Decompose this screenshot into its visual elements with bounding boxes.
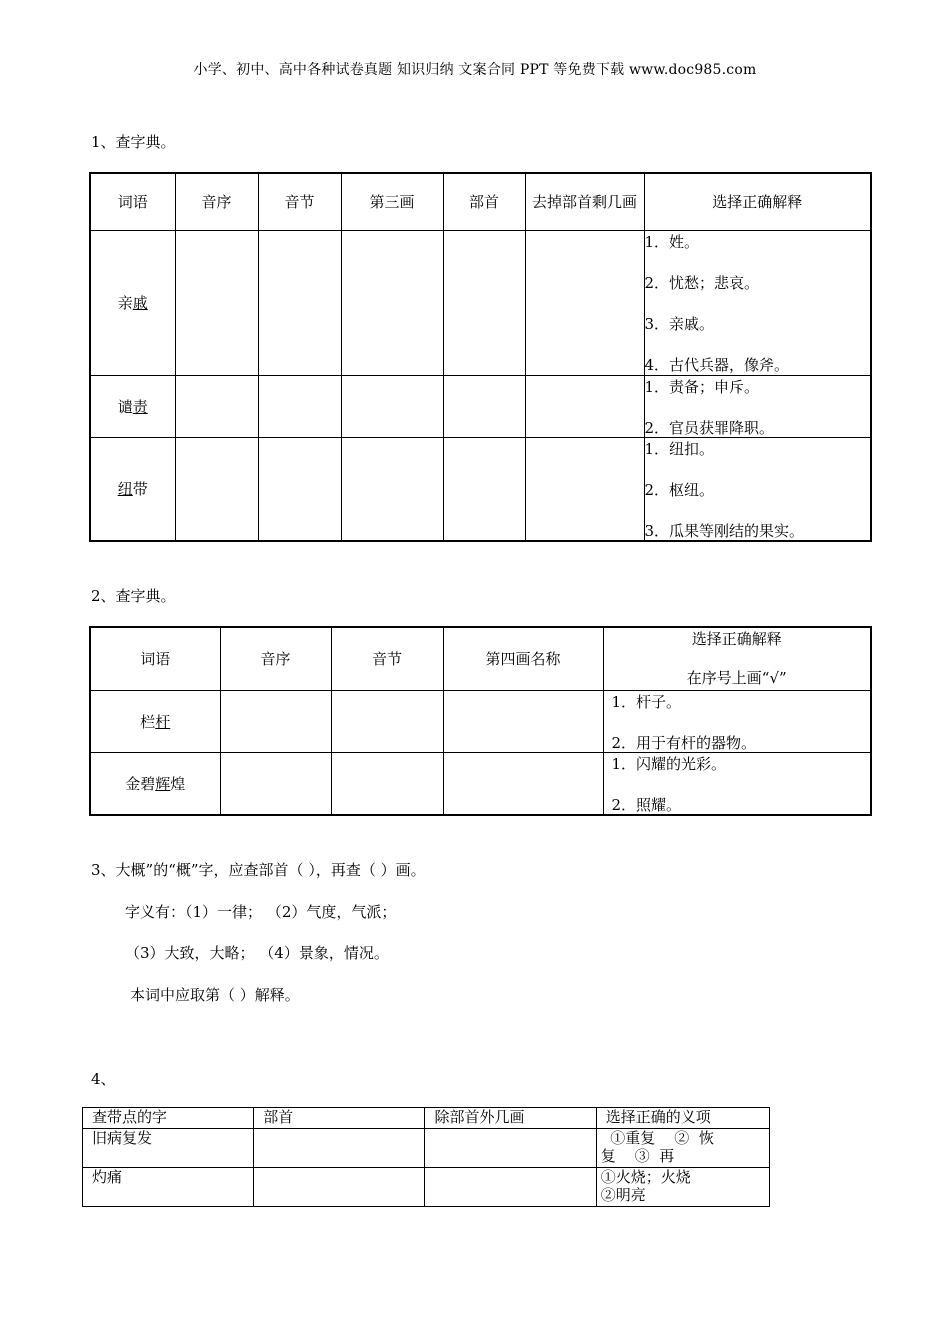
q1-header-cell: 选择正确解释 [644,173,871,230]
word-cell: 纽带 [90,437,175,541]
page-header: 小学、初中、高中各种试卷真题 知识归纳 文案合同 PPT 等免费下载 www.doc985.com [193,62,757,78]
answer-cell[interactable] [258,437,341,541]
definition-option[interactable]: 1．闪耀的光彩。 [611,754,727,773]
q3-line4: 本词中应取第（ ）解释。 [130,986,300,1004]
q4-title: 4、 [91,1070,116,1088]
definition-option[interactable]: 1．纽扣。 [644,439,715,458]
q1-title: 1、查字典。 [91,133,176,151]
answer-cell[interactable] [331,690,443,752]
definition-cell [644,437,871,541]
q1-table [89,172,872,542]
definition-option[interactable]: 3．亲戚。 [644,314,715,333]
answer-cell[interactable] [175,230,258,375]
target-char: 杆 [155,712,171,731]
definition-option[interactable]: 3．瓜果等刚结的果实。 [644,521,805,540]
target-char: 辉 [155,774,171,793]
q2-table [89,626,872,816]
definition-option[interactable]: 2．照耀。 [611,795,682,814]
q1-header-cell: 词语 [90,173,175,230]
answer-cell[interactable] [341,375,443,437]
target-char: 纽 [117,480,133,499]
answer-cell[interactable] [341,437,443,541]
answer-cell[interactable] [331,752,443,815]
definition-option[interactable]: 2．用于有杆的器物。 [611,733,757,752]
table-row [90,437,871,541]
q2-header-cell: 第四画名称 [443,627,603,690]
definition-option[interactable]: 2．枢纽。 [644,480,715,499]
definition-option[interactable]: 4．古代兵器，像斧。 [644,355,790,374]
answer-cell[interactable] [525,437,644,541]
option-line[interactable]: ①火烧；火烧 [600,1168,691,1186]
q1-header-cell: 音节 [258,173,341,230]
option-line[interactable]: ①重复 ② 恢 [600,1129,714,1147]
definition-cell [603,752,871,815]
q3-line3: （3）大致，大略； （4）景象，情况。 [125,944,389,962]
q2-header-cell: 音序 [220,627,331,690]
definition-option[interactable]: 1．杆子。 [611,692,682,711]
definition-cell [644,375,871,437]
answer-cell[interactable] [254,1129,425,1168]
definition-option[interactable]: 1．姓。 [644,232,700,251]
q2-header-cell-choice: 选择正确解释 在序号上画“√” [603,627,871,690]
target-char: 戚 [132,294,148,312]
options-cell [596,1168,769,1207]
answer-cell[interactable] [525,230,644,375]
options-cell [596,1129,769,1168]
option-line[interactable]: 复 ③ 再 [600,1147,675,1165]
q2-header-cell: 词语 [90,627,220,690]
answer-cell[interactable] [443,230,525,375]
q2-header-cell: 音节 [331,627,443,690]
definition-option[interactable]: 1．责备；申斥。 [644,377,760,396]
q1-header-cell: 音序 [175,173,258,230]
word-cell: 金碧辉煌 [90,752,220,815]
answer-cell[interactable] [220,690,331,752]
table-row [83,1168,770,1207]
answer-cell[interactable] [443,437,525,541]
q2-title: 2、查字典。 [91,587,176,605]
q4-header-cell: 部首 [254,1108,425,1129]
q4-table [82,1107,770,1207]
q4-header-row [83,1108,770,1129]
answer-cell[interactable] [258,230,341,375]
answer-cell[interactable] [175,437,258,541]
answer-cell[interactable] [443,375,525,437]
definition-cell [644,230,871,375]
table-row [90,375,871,437]
answer-cell[interactable] [425,1129,596,1168]
q1-header-row [90,173,871,230]
definition-option[interactable]: 2．忧愁；悲哀。 [644,273,760,292]
word-cell: 灼痛 [83,1168,254,1207]
definition-cell [603,690,871,752]
answer-cell[interactable] [443,752,603,815]
word-cell: 谴责 [90,375,175,437]
q2-header-row [90,627,871,690]
q1-header-cell: 第三画 [341,173,443,230]
word-cell: 旧病复发 [83,1129,254,1168]
q4-header-cell: 选择正确的义项 [596,1108,769,1129]
definition-option[interactable]: 2．官员获罪降职。 [644,418,775,437]
answer-cell[interactable] [220,752,331,815]
answer-cell[interactable] [425,1168,596,1207]
q4-header-cell: 查带点的字 [83,1108,254,1129]
word-cell: 栏杆 [90,690,220,752]
answer-cell[interactable] [443,690,603,752]
answer-cell[interactable] [254,1168,425,1207]
q1-header-cell: 去掉部首剩几画 [525,173,644,230]
target-char: 责 [132,397,148,416]
q1-header-cell: 部首 [443,173,525,230]
table-row [90,690,871,752]
word-cell: 亲戚 [90,230,175,375]
table-row [83,1129,770,1168]
q3-line2: 字义有：（1）一律； （2）气度，气派； [125,903,397,921]
answer-cell[interactable] [341,230,443,375]
option-line[interactable]: ②明亮 [600,1186,646,1204]
table-row [90,230,871,375]
q3-line1: 3、大概”的“概”字，应查部首（ ），再查（ ）画。 [91,861,426,879]
q4-header-cell: 除部首外几画 [425,1108,596,1129]
answer-cell[interactable] [525,375,644,437]
answer-cell[interactable] [258,375,341,437]
table-row [90,752,871,815]
answer-cell[interactable] [175,375,258,437]
